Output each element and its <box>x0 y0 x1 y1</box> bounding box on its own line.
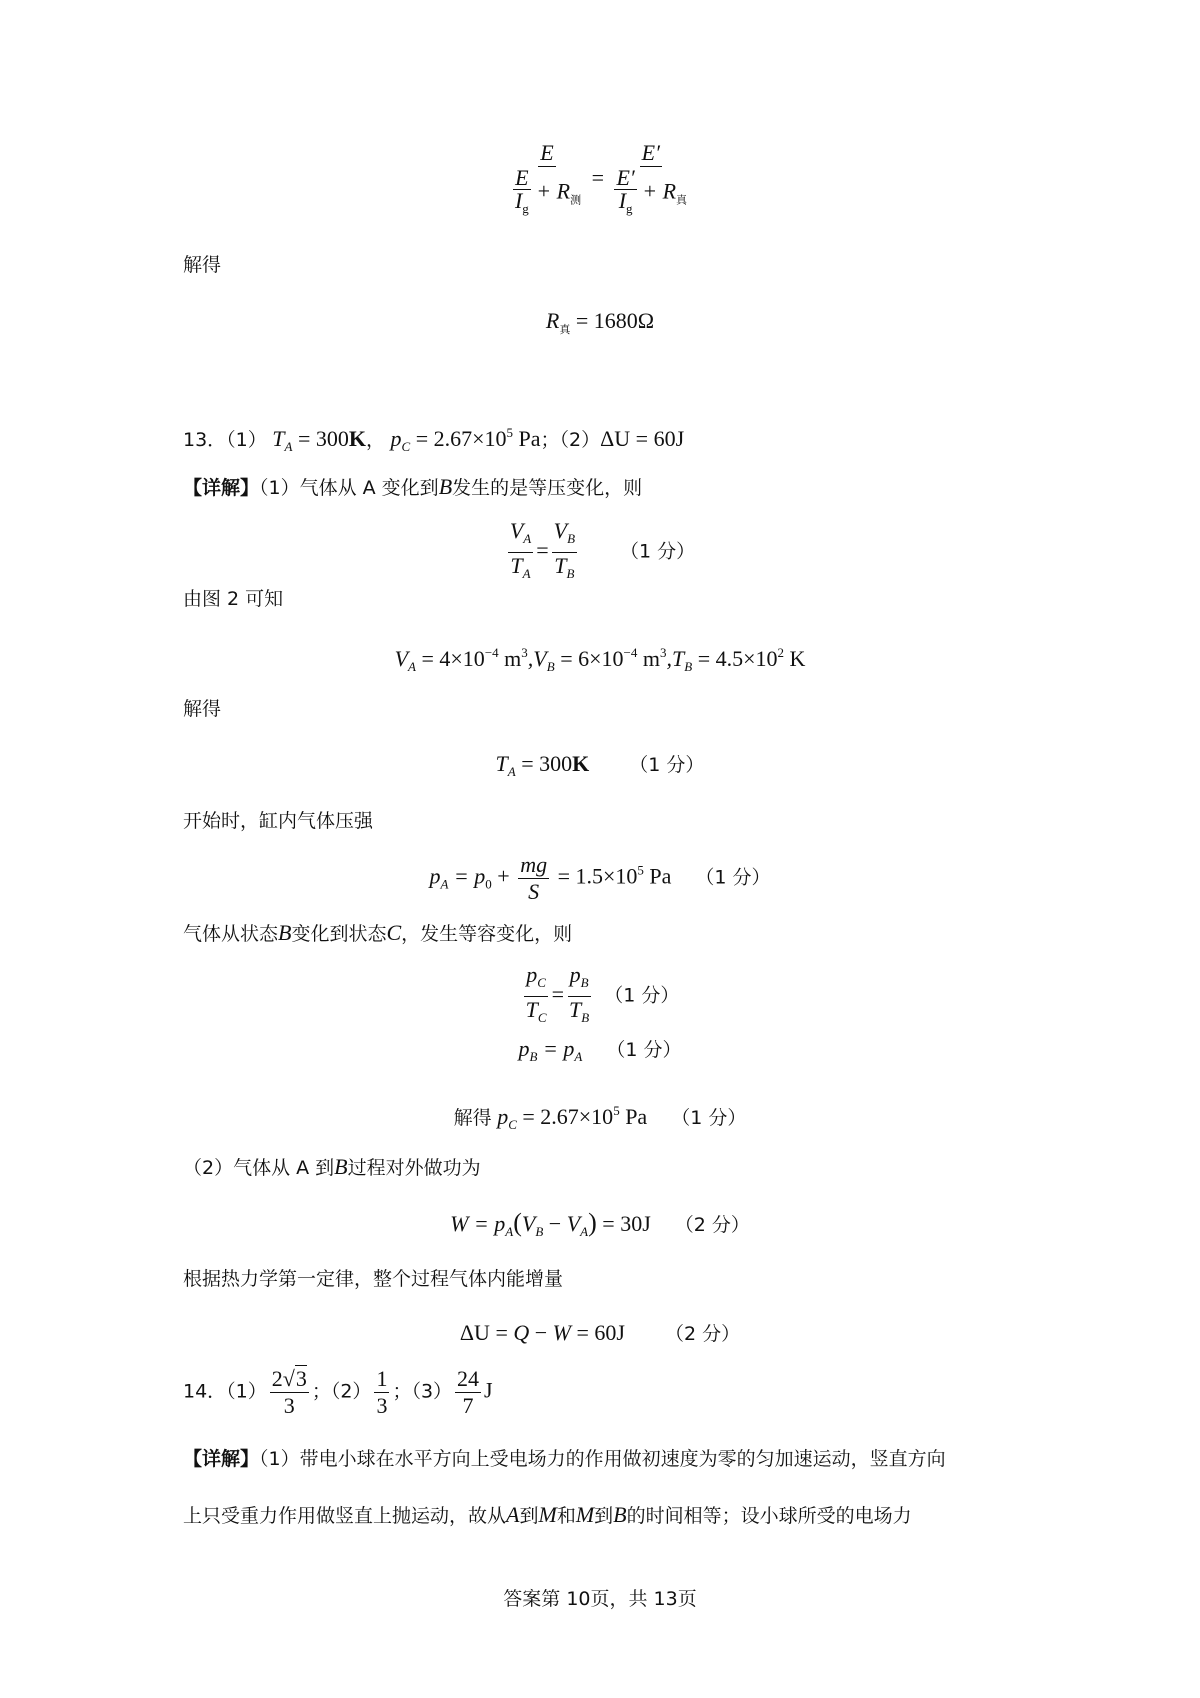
score-label: （2 分） <box>674 1214 750 1236</box>
equation-ohmmeter-balance: E $\frac{E}{I_g}$ + $R_测$ = E′ $\frac{E'}{I_g}$ + $R_真$ <box>0 140 1200 220</box>
text-part2: （2）气体从 A 到B过程对外做功为 <box>183 1154 481 1179</box>
text-jiede-2: 解得 <box>183 698 222 720</box>
detail-13-intro: 【详解】（1）气体从 A 变化到B发生的是等压变化，则 <box>183 474 643 499</box>
detail-14-line-1: 【详解】（1）带电小球在水平方向上受电场力的作用做初速度为零的匀加速运动，竖直方向 <box>183 1448 946 1470</box>
equation-r-true: $R_真 = 1680\Omega$ <box>545 308 655 336</box>
equation-delta-u: ΔU = Q − W = 60J （2 分） <box>459 1320 741 1345</box>
fraction-left: E $\frac{E}{I_g}$ + $R_测$ <box>514 140 582 216</box>
score-label: （1 分） <box>629 754 705 776</box>
text-first-law: 根据热力学第一定律，整个过程气体内能增量 <box>183 1268 564 1290</box>
score-label: （1 分） <box>671 1107 747 1129</box>
page-footer: 答案第 10页，共 13页 <box>503 1588 697 1610</box>
score-label: （1 分） <box>604 984 680 1007</box>
score-label: （1 分） <box>620 540 696 563</box>
equation-pa: $p_A = p_0$ + $\frac{mg}{S}$ = $1.5\times 10^5$ Pa （1 分） <box>429 852 771 904</box>
text-jiede-1: 解得 <box>183 254 222 276</box>
equation-isobaric: $\frac{V_A}{T_A}$ = $\frac{V_B}{T_B}$ （1 分） <box>509 518 696 581</box>
detail-14-line-2: 上只受重力作用做竖直上抛运动，故从A到M和M到B的时间相等；设小球所受的电场力 <box>183 1502 912 1527</box>
fraction-right: E′ $\frac{E'}{I_g}$ + $R_真$ <box>616 140 688 216</box>
q13-answer: 13．（1） $T_A = 300K$， $p_C = 2.67\times 10^5$ Pa；（2）ΔU = 60J <box>183 425 685 454</box>
text-bc: 气体从状态B变化到状态C，发生等容变化，则 <box>183 920 573 945</box>
score-label: （1 分） <box>606 1039 682 1061</box>
equation-pc-result: 解得 $p_C = 2.67\times 10^5$ Pa （1 分） <box>453 1103 747 1132</box>
text-fig2: 由图 2 可知 <box>183 588 284 610</box>
equation-isochoric: $\frac{p_C}{T_C}$ = $\frac{p_B}{T_B}$ （1 分） <box>525 962 680 1025</box>
score-label: （1 分） <box>695 866 771 889</box>
equation-values: $V_A = 4\times 10^{-4}$ $m^3,V_B = 6\times 10^{-4}$ $m^3,T_B = 4.5\times 10^2$ K <box>394 645 806 674</box>
equation-ta: $T_A = 300K$ （1 分） <box>495 751 705 779</box>
equation-pb: $p_B = p_A$ （1 分） <box>518 1036 682 1064</box>
text-start: 开始时，缸内气体压强 <box>183 810 374 832</box>
equation-work: $W = p_A(V_B - V_A) = 30J$ （2 分） <box>450 1208 750 1239</box>
score-label: （2 分） <box>664 1323 741 1345</box>
q14-answer: 14．（1） $\frac{2√3}{3}$ ；（2） $\frac{1}{3}$ ；（3） $\frac{24}{7}$ J <box>183 1366 493 1418</box>
